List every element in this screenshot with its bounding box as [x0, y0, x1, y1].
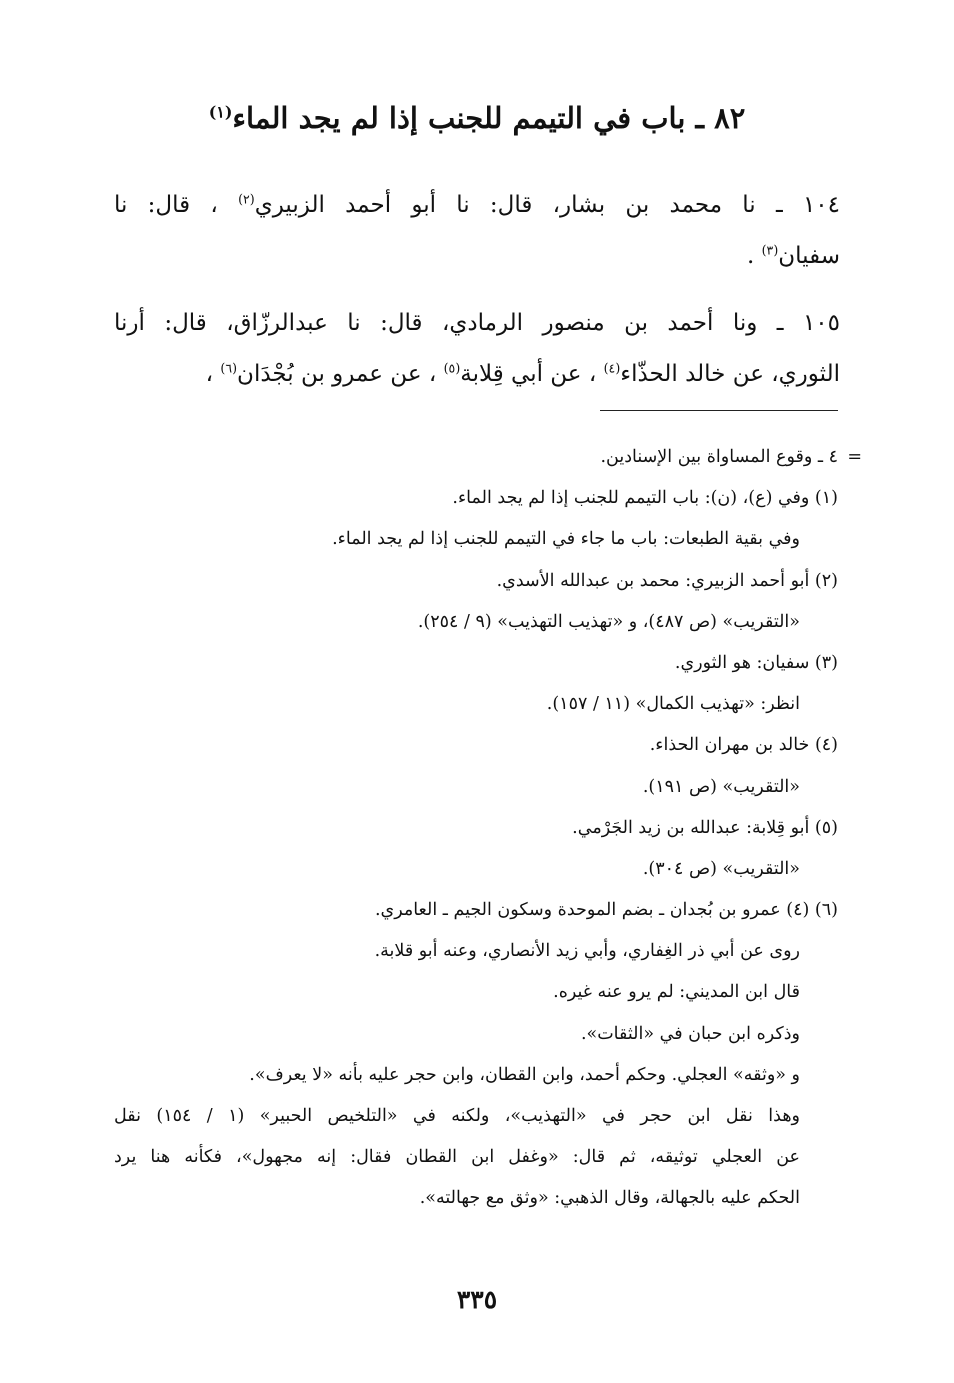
footnote-line: عن العجلي توثيقه، ثم قال: «وغفل ابن القطان فقال: إنه مجهول»، فكأنه هنا يرد	[114, 1147, 800, 1168]
footnotes	[114, 437, 862, 1220]
footnote-line: و «وثقه» العجلي. وحكم أحمد، وابن القطان، وابن حجر عليه بأنه «لا يعرف».	[249, 1064, 800, 1085]
hadith-104-text-b: ، قال: نا	[114, 192, 239, 218]
page-number: ٣٣٥	[456, 1285, 498, 1314]
chapter-title	[120, 98, 834, 138]
footnote-line: الحكم عليه بالجهالة، وقال الذهبي: «وثق مع جهالته».	[419, 1188, 800, 1209]
footnote-ref-6: (٦)	[220, 360, 238, 376]
hadith-104	[114, 180, 840, 282]
footnote-line: وفي بقية الطبعات: باب ما جاء في التيمم للجنب إذا لم يجد الماء.	[332, 529, 800, 550]
hadith-104-line-2	[114, 231, 840, 282]
footnote-line: (٢) أبو أحمد الزبيري: محمد بن عبدالله الأسدي.	[496, 570, 838, 591]
hadith-105-text-a: الثوري، عن خالد الحذّاء	[620, 361, 840, 387]
footnote-line: «التقريب» (ص ٣٠٤).	[642, 858, 800, 879]
footnote-line: وهذا نقل ابن حجر في «التهذيب»، ولكنه في «التلخيص الحبير» (١ / ١٥٤) نقل	[114, 1106, 801, 1126]
chapter-title-text: ٨٢ ـ باب في التيمم للجنب إذا لم يجد الماء	[232, 101, 746, 135]
footnote-line: روى عن أبي ذر الغِفاري، وأبي زيد الأنصاري، وعنه أبو قلابة.	[374, 941, 800, 962]
footnote-ref-5: (٥)	[443, 360, 461, 376]
footnote-line	[114, 437, 862, 478]
hadith-105-text-b: ، عن أبي قِلابة	[460, 361, 604, 387]
hadith-104-text-d: .	[746, 243, 762, 269]
footnote-line: وذكره ابن حبان في «الثقات».	[580, 1023, 800, 1044]
continuation-marker: =	[847, 447, 862, 467]
footnote-line: قال ابن المديني: لم يرو عنه غيره.	[553, 982, 800, 1003]
footnote-line: (٦) (٤) عمرو بن بُجدان ـ بضم الموحدة وسكون الجيم ـ العامري.	[374, 900, 838, 921]
footnote-line: (١) وفي (ع)، (ن): باب التيمم للجنب إذا لم يجد الماء.	[452, 488, 838, 509]
footnote-line: (٣) سفيان: هو الثوري.	[674, 652, 838, 673]
hadith-105	[114, 298, 840, 400]
footnote-ref-3: (٣)	[761, 242, 779, 258]
hadith-104-text-a: ١٠٤ ـ نا محمد بن بشار، قال: نا أبو أحمد الزبيري	[254, 192, 841, 218]
footnote-divider	[600, 410, 838, 411]
footnote-ref-4: (٤)	[603, 360, 621, 376]
hadith-105-text-d: ،	[205, 361, 221, 387]
footnote-line: (٥) أبو قِلابة: عبدالله بن زيد الجَرْمي.	[572, 817, 838, 838]
footnote-line: «التقريب» (ص ٤٨٧)، و «تهذيب التهذيب» (٩ / ٢٥٤).	[417, 611, 800, 632]
footnote-line: انظر: «تهذيب الكمال» (١١ / ١٥٧).	[546, 694, 800, 715]
footnote-ref-2: (٢)	[238, 191, 255, 207]
footnote-line: «التقريب» (ص ١٩١).	[642, 776, 800, 797]
hadith-104-line-1	[114, 180, 840, 231]
hadith-105-text-c: ، عن عمرو بن بُجْدَان	[237, 361, 444, 387]
footnote-text: ٤ ـ وقوع المساواة بين الإسنادين.	[600, 447, 838, 467]
hadith-104-text-c: سفيان	[778, 243, 840, 269]
hadith-105-line-1: ١٠٥ ـ ونا أحمد بن منصور الرمادي، قال: نا عبدالرزّاق، قال: أرنا	[114, 310, 840, 336]
footnote-ref-1: (١)	[208, 102, 233, 122]
hadith-105-line-2	[114, 349, 840, 400]
footnote-line: (٤) خالد بن مهران الحذاء.	[649, 735, 838, 756]
